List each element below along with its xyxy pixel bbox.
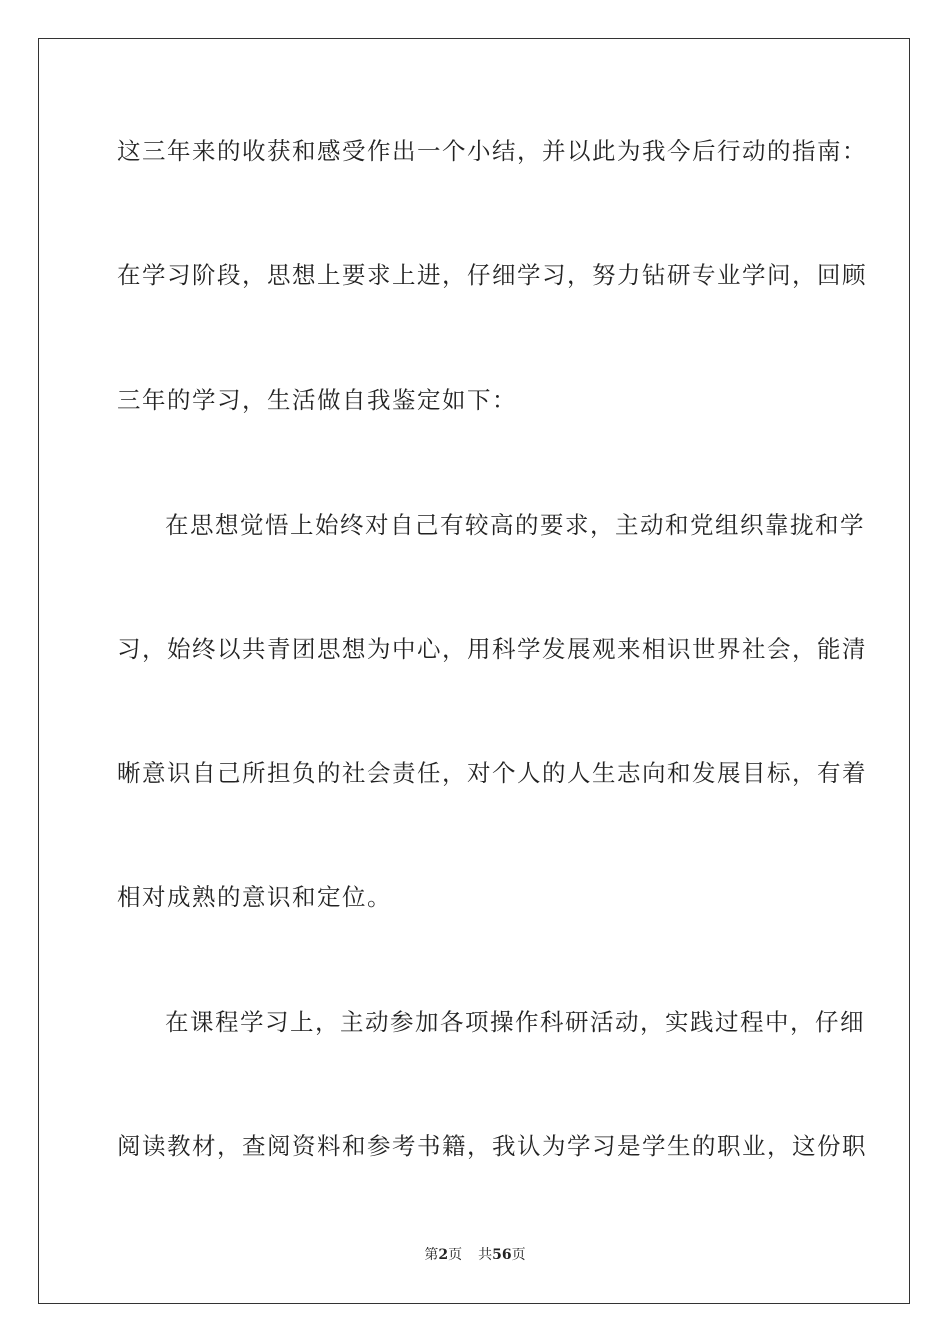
page-unit: 页 bbox=[448, 1247, 463, 1263]
text-line-5: 习，始终以共青团思想为中心，用科学发展观来相识世界社会，能清 bbox=[117, 635, 867, 663]
total-unit: 页 bbox=[511, 1247, 526, 1263]
page-current-number: 2 bbox=[438, 1247, 449, 1263]
text-line-9: 阅读教材，查阅资料和参考书籍，我认为学习是学生的职业，这份职 bbox=[117, 1132, 867, 1160]
page-footer bbox=[0, 1245, 950, 1265]
text-line-8: 在课程学习上，主动参加各项操作科研活动，实践过程中，仔细 bbox=[165, 1008, 865, 1036]
page-prefix: 第 bbox=[424, 1247, 439, 1263]
text-line-2: 在学习阶段，思想上要求上进，仔细学习，努力钻研专业学问，回顾 bbox=[117, 261, 867, 289]
text-line-3: 三年的学习，生活做自我鉴定如下： bbox=[117, 386, 517, 414]
text-line-7: 相对成熟的意识和定位。 bbox=[117, 883, 392, 911]
text-line-1: 这三年来的收获和感受作出一个小结，并以此为我今后行动的指南： bbox=[117, 137, 867, 165]
text-line-4: 在思想觉悟上始终对自己有较高的要求，主动和党组织靠拢和学 bbox=[165, 511, 865, 539]
total-prefix: 共 bbox=[478, 1247, 493, 1263]
page-frame bbox=[38, 38, 910, 1304]
text-line-6: 晰意识自己所担负的社会责任，对个人的人生志向和发展目标，有着 bbox=[117, 759, 867, 787]
page-total-number: 56 bbox=[492, 1247, 512, 1263]
